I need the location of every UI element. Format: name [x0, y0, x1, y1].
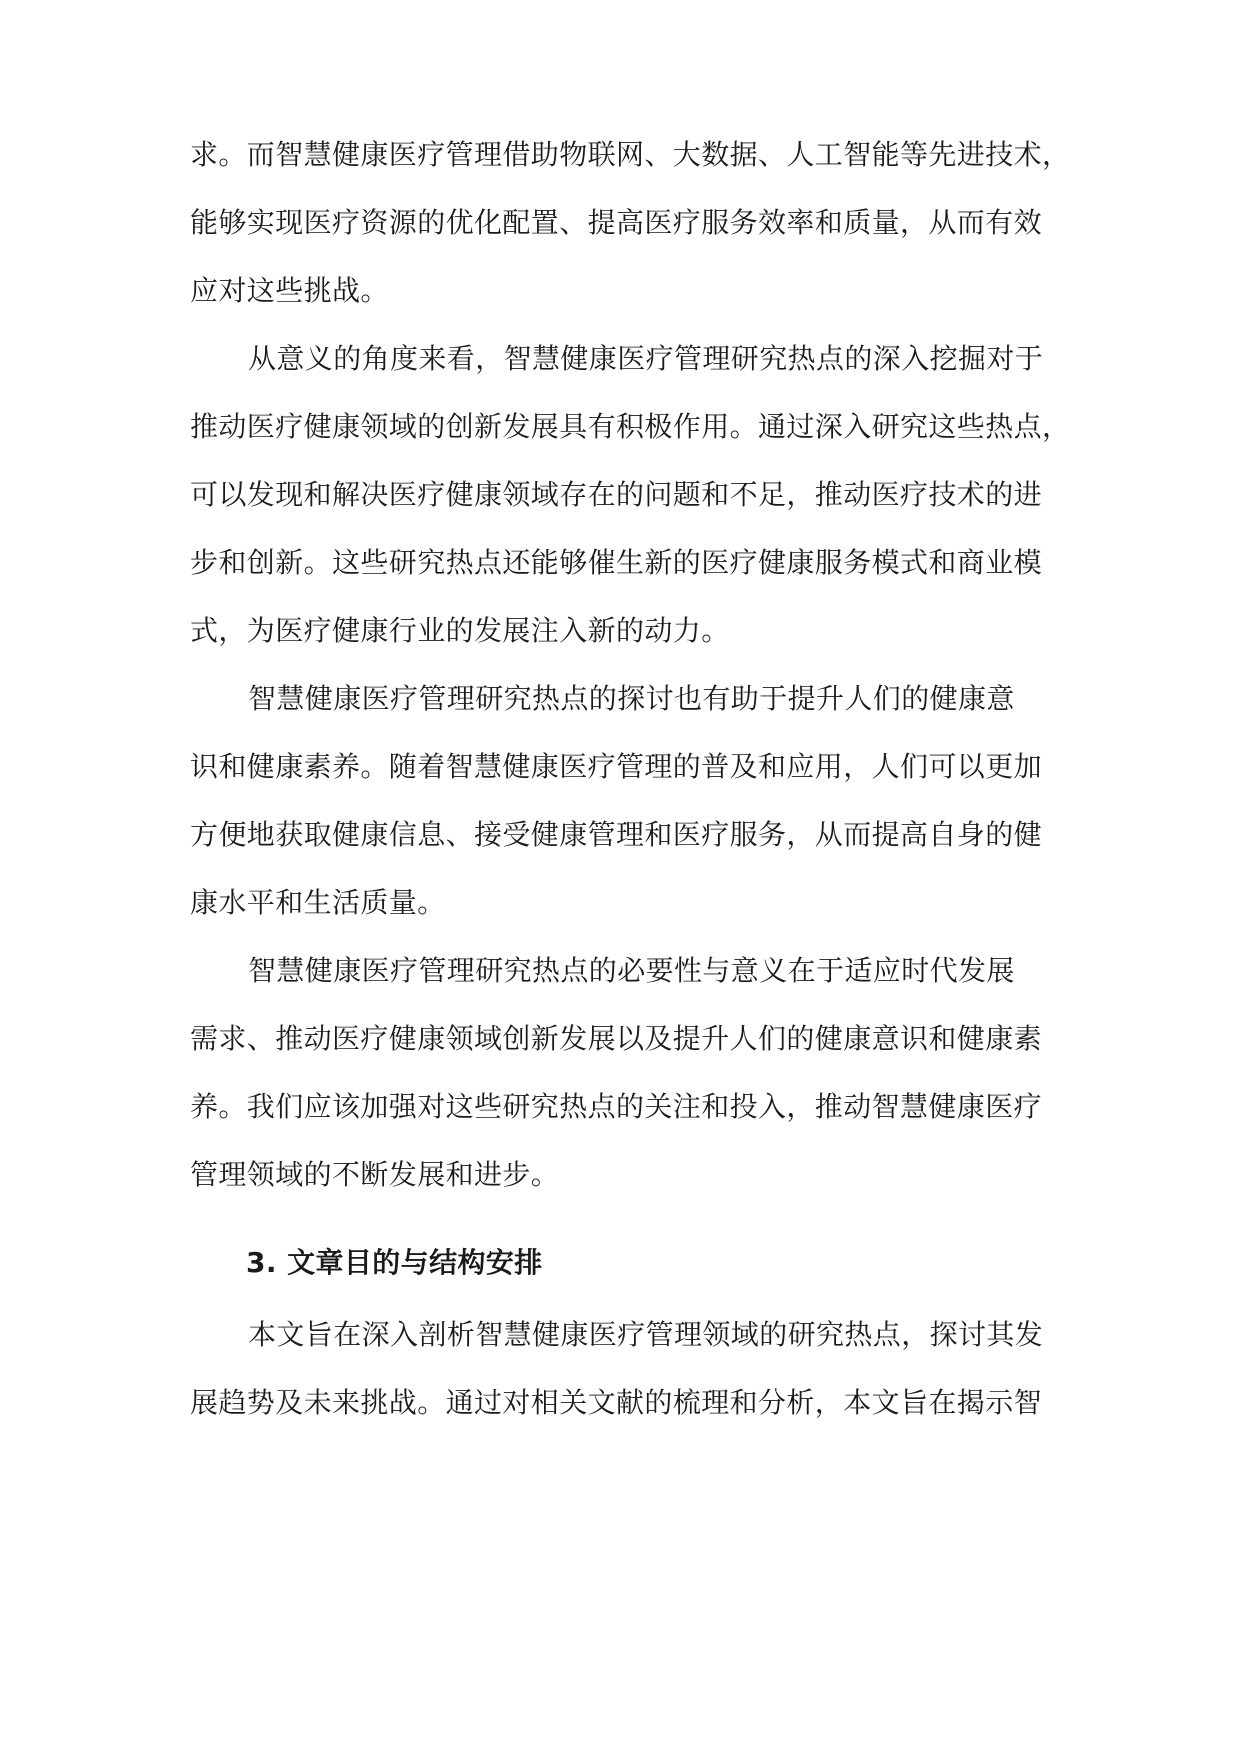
paragraph-line: 养。我们应该加强对这些研究热点的关注和投入，推动智慧健康医疗 — [190, 1090, 1043, 1123]
paragraph-line: 方便地获取健康信息、接受健康管理和医疗服务，从而提高自身的健 — [190, 818, 1043, 851]
paragraph-line: 从意义的角度来看，智慧健康医疗管理研究热点的深入挖掘对于 — [248, 342, 1044, 375]
paragraph-line: 推动医疗健康领域的创新发展具有积极作用。通过深入研究这些热点， — [190, 410, 1071, 443]
paragraph-line: 识和健康素养。随着智慧健康医疗管理的普及和应用，人们可以更加 — [190, 750, 1043, 783]
paragraph-line: 智慧健康医疗管理研究热点的探讨也有助于提升人们的健康意 — [248, 682, 1015, 715]
paragraph-line: 求。而智慧健康医疗管理借助物联网、大数据、人工智能等先进技术， — [190, 138, 1071, 171]
paragraph-line: 需求、推动医疗健康领域创新发展以及提升人们的健康意识和健康素 — [190, 1022, 1043, 1055]
section-heading: 3. 文章目的与结构安排 — [246, 1246, 543, 1279]
paragraph-line: 能够实现医疗资源的优化配置、提高医疗服务效率和质量，从而有效 — [190, 206, 1043, 239]
paragraph-line: 式，为医疗健康行业的发展注入新的动力。 — [190, 614, 730, 647]
paragraph-line: 康水平和生活质量。 — [190, 886, 446, 919]
paragraph-line: 智慧健康医疗管理研究热点的必要性与意义在于适应时代发展 — [248, 954, 1015, 987]
paragraph-line: 可以发现和解决医疗健康领域存在的问题和不足，推动医疗技术的进 — [190, 478, 1043, 511]
paragraph-line: 本文旨在深入剖析智慧健康医疗管理领域的研究热点，探讨其发 — [248, 1318, 1044, 1351]
paragraph-line: 步和创新。这些研究热点还能够催生新的医疗健康服务模式和商业模 — [190, 546, 1043, 579]
paragraph-line: 展趋势及未来挑战。通过对相关文献的梳理和分析，本文旨在揭示智 — [190, 1386, 1043, 1419]
paragraph-line: 应对这些挑战。 — [190, 274, 389, 307]
paragraph-line: 管理领域的不断发展和进步。 — [190, 1158, 560, 1191]
